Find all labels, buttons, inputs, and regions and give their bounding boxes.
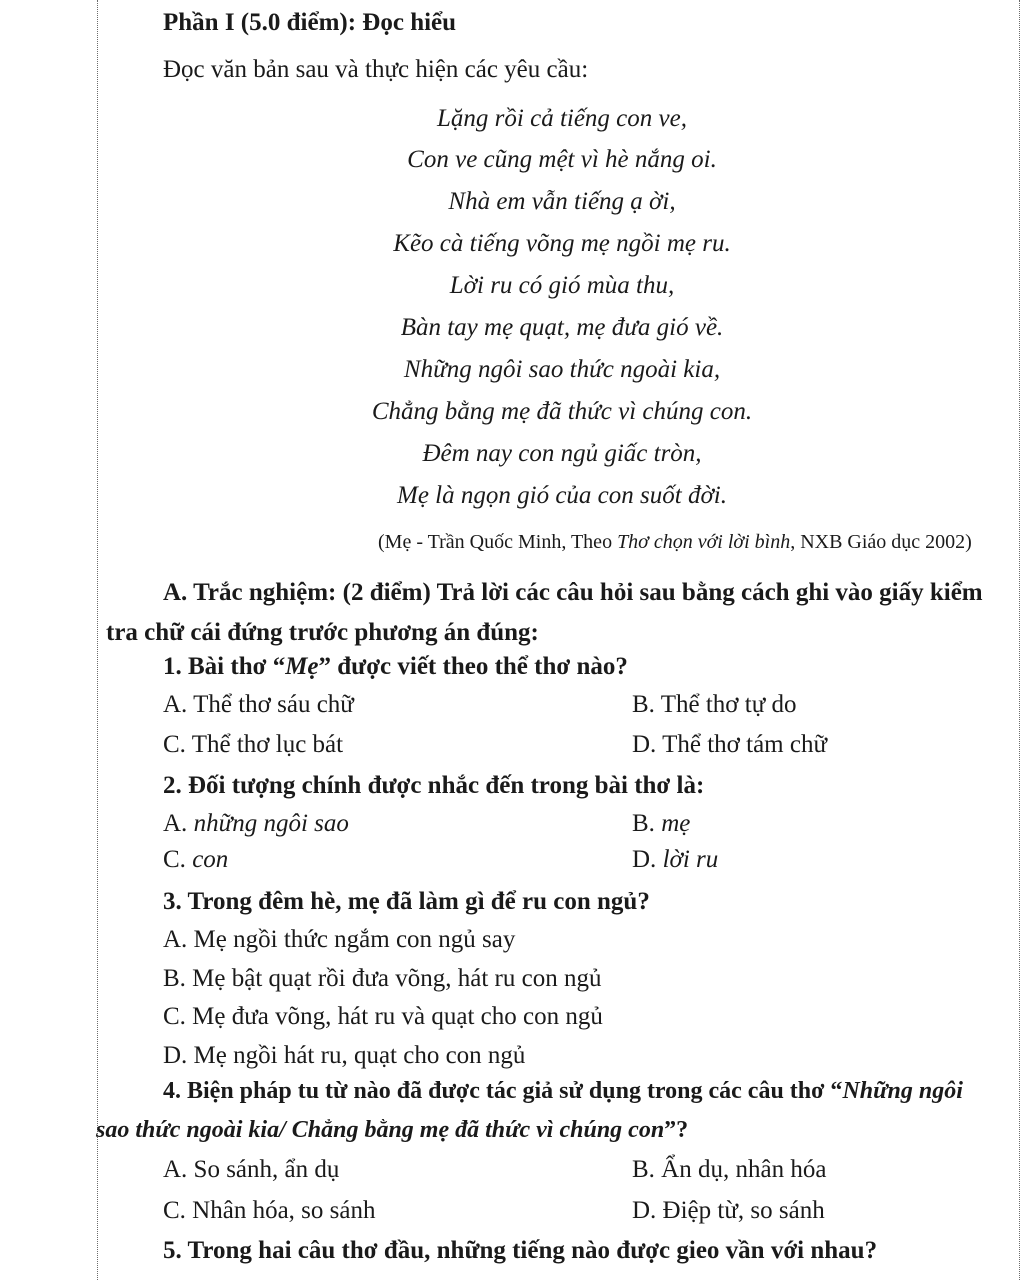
question-1 [163, 652, 628, 682]
question-4-continued [96, 1115, 688, 1145]
option-text: con [192, 846, 229, 873]
option-letter: B. [632, 810, 662, 837]
instruction-text: Đọc văn bản sau và thực hiện các yêu cầu: [163, 56, 589, 83]
option-letter: D. [632, 846, 663, 873]
question-2-option-c [163, 845, 228, 875]
question-1-option-b: B. Thể thơ tự do [632, 691, 797, 718]
poem-line: Con ve cũng mệt vì hè nắng oi. [407, 146, 717, 173]
poem-line: Đêm nay con ngủ giấc tròn, [422, 440, 702, 467]
question-4-quote-end: sao thức ngoài kia/ Chẳng bằng mẹ đã thức vì chúng con [96, 1117, 665, 1143]
option-text: lời ru [662, 846, 719, 873]
question-1-title-em: Mẹ [285, 653, 319, 680]
option-letter: C. [163, 846, 193, 873]
poem-line: Bàn tay mẹ quạt, mẹ đưa gió về. [400, 314, 724, 341]
option-text: những ngôi sao [193, 810, 349, 837]
option-letter: A. [163, 810, 194, 837]
question-2-option-d [632, 845, 718, 875]
poem-line: Mẹ là ngọn gió của con suốt đời. [397, 482, 727, 509]
question-4-option-b: B. Ẩn dụ, nhân hóa [632, 1156, 827, 1183]
question-4-quote-start: Những ngôi [842, 1078, 963, 1104]
poem-line: Kẽo cà tiếng võng mẹ ngồi mẹ ru. [393, 230, 731, 257]
question-2-option-a [163, 809, 349, 839]
question-1-option-c: C. Thể thơ lục bát [163, 731, 344, 758]
question-5: 5. Trong hai câu thơ đầu, những tiếng nào được gieo vần với nhau? [163, 1237, 878, 1264]
poem-line: Lời ru có gió mùa thu, [449, 272, 675, 299]
question-3: 3. Trong đêm hè, mẹ đã làm gì để ru con ngủ? [163, 888, 650, 915]
poem-line: Những ngôi sao thức ngoài kia, [403, 356, 721, 383]
question-1-post: ” được viết theo thể thơ nào? [318, 653, 628, 680]
question-3-option-a: A. Mẹ ngồi thức ngắm con ngủ say [163, 926, 516, 953]
question-2: 2. Đối tượng chính được nhắc đến trong bài thơ là: [163, 772, 705, 799]
question-4-option-a: A. So sánh, ẩn dụ [163, 1156, 340, 1183]
question-4-option-d: D. Điệp từ, so sánh [632, 1197, 825, 1224]
part-a-title-continued: tra chữ cái đứng trước phương án đúng: [106, 619, 539, 646]
question-2-option-b [632, 809, 690, 839]
question-4-option-c: C. Nhân hóa, so sánh [163, 1197, 376, 1224]
part-a-title: A. Trắc nghiệm: (2 điểm) Trả lời các câu hỏi sau bằng cách ghi vào giấy kiểm [163, 579, 983, 606]
source-book-title: Thơ chọn với lời bình [617, 531, 791, 553]
section-heading: Phần I (5.0 điểm): Đọc hiểu [163, 9, 457, 36]
poem-source [378, 529, 972, 555]
question-4 [163, 1076, 963, 1106]
question-3-option-d: D. Mẹ ngồi hát ru, quạt cho con ngủ [163, 1042, 526, 1069]
question-1-pre: 1. Bài thơ “ [163, 653, 286, 680]
source-suffix: , NXB Giáo dục 2002) [790, 531, 972, 553]
question-4-post: ”? [664, 1117, 689, 1143]
question-1-option-d: D. Thể thơ tám chữ [632, 731, 828, 758]
poem-line: Chẳng bằng mẹ đã thức vì chúng con. [371, 398, 753, 425]
poem-line: Lặng rồi cả tiếng con ve, [437, 105, 687, 132]
question-3-option-c: C. Mẹ đưa võng, hát ru và quạt cho con ngủ [163, 1003, 603, 1030]
question-3-option-b: B. Mẹ bật quạt rồi đưa võng, hát ru con ngủ [163, 965, 602, 992]
option-text: mẹ [661, 810, 691, 837]
question-1-option-a: A. Thể thơ sáu chữ [163, 691, 354, 718]
poem-line: Nhà em vẫn tiếng ạ ời, [448, 188, 676, 215]
question-4-pre: 4. Biện pháp tu từ nào đã được tác giả sử dụng trong các câu thơ “ [163, 1078, 843, 1104]
source-prefix: (Mẹ - Trần Quốc Minh, Theo [378, 531, 618, 553]
